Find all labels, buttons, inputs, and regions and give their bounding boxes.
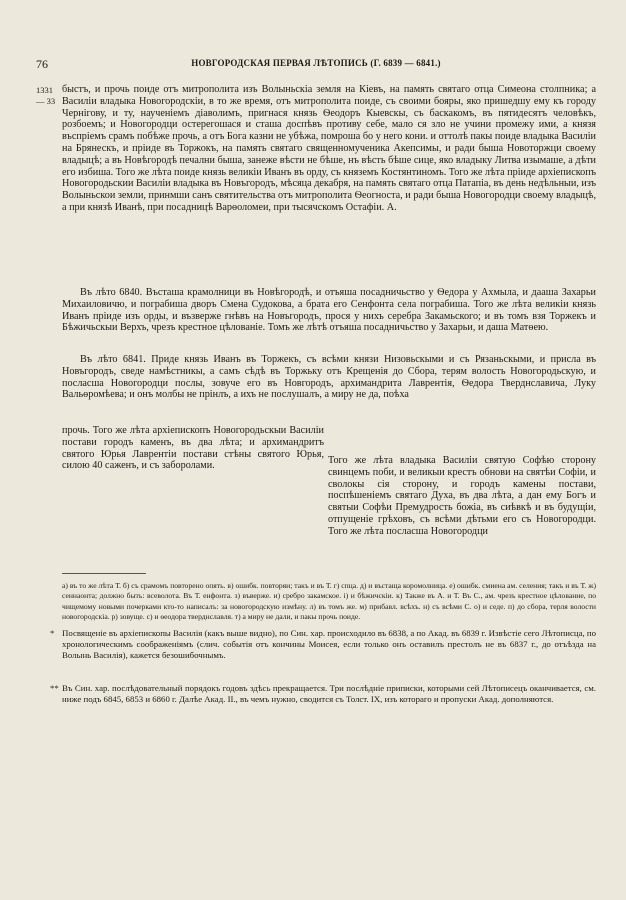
footnote-rule	[62, 573, 146, 574]
left-column: прочь. Того же лѣта архіепископъ Новогородьскыи Василіи постави городъ каменъ, въ два лѣта; и архимандритъ святого Юрья Лаврентіи постави стѣны святого Юрья, силою 40 саженъ, и съ заборолами.	[62, 425, 324, 472]
page-header	[36, 57, 596, 71]
paragraph-6840: Въ лѣто 6840. Въсташа крамолници въ Новѣгородѣ, и отъяша посадничьство у Ѳедора у Ахмыла, и дааша Захарьи Михаиловичю, и пограбиша дворъ Смена Судокова, а брата его Сенфонта села пограбиша. Того же лѣта великіи князь Иванъ пріиде изъ орды, и възверже гнѣвъ на Новъгородъ, прося у нихъ серебра Закамьского; и въ томъ взя Торжекъ и Бѣжичьскыи Верхъ, чрезъ крестное цѣлованіе. Томъ же лѣтѣ отъяша посадничьство у Захарьи, и даша Матѳею.	[62, 287, 596, 334]
margin-year-bottom: — 33	[36, 96, 56, 106]
footnote-1-mark: *	[50, 628, 55, 638]
footnote-2-text: Въ Син. хар. послѣдовательный порядокъ годовъ здѣсь прекращается. Три послѣдніе приписки, которыми сей Лѣтописецъ оканчивается, см. ниже подъ 6845, 6853 и 6860 г. Далѣе Акад. II., въ чемъ нужно, сводится съ Толст. IX, изъ котораго и пропуски Акад. дополняются.	[62, 683, 596, 705]
footnote-1-text: Посвященіе въ архіепископы Василія (какъ выше видно), по Син. хар. происходило въ 6838, а по Акад. въ 6839 г. Извѣстіе сего Лѣтописца, по хронологическимъ соображеніямъ (слич. событія отъ кончины Моисея, если только онъ оставилъ престолъ не въ 6837 г., до отъѣзда на Волынь Василія), кажется безошибочнымъ.	[62, 628, 596, 661]
footnote-2	[50, 683, 596, 705]
paragraph-6841: Въ лѣто 6841. Приде князь Иванъ въ Торжекъ, съ всѣми князи Низовьскыми и съ Рязаньскыми, и присла въ Новъгородъ, сведе намѣстникы, а самъ сѣдѣ въ Торжьку отъ Крещенія до Сбора, терям волость Новогородьскую, и посласша Новогородци послы, зовуче его въ Новгородъ, архимандрита Лаврентія, Ѳедора Тверднславича, Луку Вальѳромѣева; и онъ молбы не прінлъ, а ихъ не послушалъ, а миру не да, поѣха	[62, 354, 596, 401]
chronicle-text	[62, 84, 596, 214]
footnote-2-mark: **	[50, 683, 59, 693]
running-title: НОВГОРОДСКАЯ ПЕРВАЯ ЛѢТОПИСЬ (Г. 6839 — 6841.)	[191, 58, 441, 68]
paragraph-6839: быстъ, и прочь поиде отъ митрополита изъ Волыньскіа земля на Кіевъ, на память святаго отца Симеона столпника; а Василіи владыка Новогородскіи, в то же время, отъ митрополита поиде, съ своими бояры, яко пришедшу ему къ городу Чернігову, и ту, наученіемъ діаволимъ, пригнася князь Ѳеодоръ Кыевскы, съ баскакомъ, въ пятидесятъ человѣкъ, розбоемъ; и Новогородци остерегошася и сташа доспѣвъ противу себе, мало ся зло не учини промежу ими, а князя въспріемъ срамъ побѣже прочь, а отъ Бога казни не убѣжа, помроша бо у него кони. и оттолѣ пакы поиде владыка Василіи на Брянескъ, и пріиде въ Торжокъ, на память святаго священномученика Акепсимы, и ради быша Новоторжци своему владыцѣ; а въ Новѣгородѣ печални быша, занеже вѣсти не бѣше, нъ вѣсть бѣше сице, яко владыку Литва изымаше, а дѣти его избиша. Того же лѣта поиде князь великіи Иванъ въ орду, съ княземъ Костянтиномъ. Того же лѣта пріиде архіепископъ Новогородьскии Василіи владыка въ Новъгородъ, мѣсяца декабря, на память святаго отца Патапіа, въ день недѣльныи, изъ Волыньскои земли, принмши санъ святительства отъ митрополита Ѳеогноста, и ради быша Новогородци своему владыцѣ, а при князѣ Иванѣ, при посадницѣ Варѳоломеи, при тысячскомъ Остафіи. А.	[62, 84, 596, 213]
right-column: Того же лѣта владыка Василіи святую Софѣю сторону свинцемъ поби, и великыи крестъ обнови на святѣи Софіи, и сволокы сія сторону, и городъ камены постави, поспѣшеніемъ святаго Духа, въ два лѣта, а дан ему Богъ и святыи Софѣи Премудрость божіа, въ сиѣвкѣ и въ будущіи, отпущеніе грѣховъ, съ всѣми дѣтьми его съ Новогородци. Того же лѣта посласша Новогородци	[328, 455, 596, 537]
page-number: 76	[36, 57, 48, 71]
footnote-1	[50, 628, 596, 662]
chronicle-text-6841	[62, 354, 596, 401]
chronicle-text-6840	[62, 287, 596, 334]
variant-readings: а) въ то же лѣта Т. б) съ срамомъ повторено опять. в) ошибк. повторяи; такъ и въ Т. г) спца. д) и въстаща коромолница. е) ошибк. смиена ам. селения; такъ и въ Т. ж) сеннаонта; должно быть: всеволота. Въ Т. енфонта. з) въверже. и) сребро закамское. і) и бѣжичскіи. к) Также въ А. и Т. Въ С., ам. чрезъ крестное цѣлование, по чищемому новыми почерками кто-то написалъ: за новогородскую измѣну. л) въ томъ же. м) прибавл. всѣхъ. н) съ всѣми С. о) и седе. п) до сбора, терля волости новогородскіа. р) зовуще. с) и ѳеодора тверднславля. т) а миру не дали, и пакы прочь поиде.	[62, 581, 596, 622]
margin-year-top: 1331	[36, 85, 53, 95]
